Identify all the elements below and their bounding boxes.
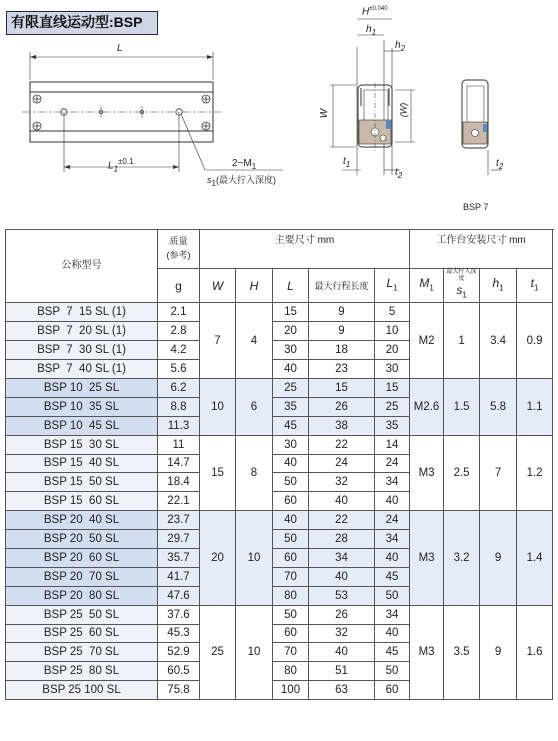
header-t1-part: t bbox=[530, 276, 534, 290]
cell-L: 60 bbox=[273, 624, 309, 643]
cell-s1: 3.5 bbox=[444, 605, 480, 699]
header-L1-part: L bbox=[386, 276, 394, 290]
header-t1 bbox=[517, 269, 553, 303]
model-text: BSP 7 40 SL bbox=[37, 363, 109, 375]
cell-stroke: 40 bbox=[309, 567, 375, 586]
cell-stroke: 38 bbox=[309, 416, 375, 435]
cell-L: 40 bbox=[273, 454, 309, 473]
cell-L1: 24 bbox=[375, 454, 410, 473]
header-mount-dims-text: 工作台安装尺寸 mm bbox=[436, 235, 526, 246]
cell-stroke: 53 bbox=[309, 586, 375, 605]
cell-model bbox=[6, 435, 158, 454]
dim-L1 bbox=[108, 157, 134, 173]
small-dim-t2-sub: 2 bbox=[498, 162, 504, 171]
cell-L: 80 bbox=[273, 662, 309, 681]
cell-mass: 11 bbox=[158, 435, 200, 454]
model-text: BSP 25 50 SL bbox=[43, 608, 120, 621]
header-mass-unit bbox=[158, 269, 200, 303]
model-text: BSP 25 100 SL bbox=[42, 684, 121, 697]
cell-s1: 1.5 bbox=[444, 378, 480, 435]
dim-L: L bbox=[117, 43, 123, 54]
cell-mass: 18.4 bbox=[158, 473, 200, 492]
model-text: BSP 7 15 SL bbox=[37, 306, 109, 319]
cell-mass: 8.8 bbox=[158, 397, 200, 416]
header-mass bbox=[158, 230, 200, 269]
cell-L1: 45 bbox=[375, 643, 410, 662]
cell-stroke: 9 bbox=[309, 303, 375, 322]
header-main-dims-text: 主要尺寸 mm bbox=[274, 235, 335, 246]
cell-H: 4 bbox=[236, 303, 273, 379]
header-M1 bbox=[410, 269, 444, 303]
section-title: 有限直线运动型:BSP bbox=[6, 11, 158, 35]
model-text: BSP 20 70 SL bbox=[43, 570, 120, 583]
cell-s1: 2.5 bbox=[444, 435, 480, 511]
cell-mass: 5.6 bbox=[158, 360, 200, 379]
model-note: (1) bbox=[111, 344, 126, 357]
cell-L1: 15 bbox=[375, 378, 410, 397]
cell-model bbox=[6, 586, 158, 605]
header-mass-unit-part: g bbox=[175, 278, 182, 293]
model-note: (1) bbox=[111, 306, 126, 319]
cell-M1: M2.6 bbox=[410, 378, 444, 435]
model-note: (1) bbox=[111, 363, 126, 375]
cell-L1: 24 bbox=[375, 511, 410, 530]
header-model-text: 公称型号 bbox=[61, 260, 102, 272]
dim-t1-sub: 1 bbox=[345, 160, 351, 169]
cell-stroke: 22 bbox=[309, 435, 375, 454]
header-mass-text: 质量 bbox=[169, 236, 188, 246]
cell-mass: 45.3 bbox=[158, 624, 200, 643]
cell-mass: 41.7 bbox=[158, 567, 200, 586]
header-max-stroke bbox=[309, 269, 375, 303]
cell-mass: 35.7 bbox=[158, 548, 200, 567]
cell-model bbox=[6, 378, 158, 397]
cell-h1: 5.8 bbox=[480, 378, 517, 435]
cell-W: 10 bbox=[200, 378, 236, 435]
cell-model bbox=[6, 681, 158, 700]
cell-model bbox=[6, 548, 158, 567]
header-s1 bbox=[444, 269, 480, 303]
dim-W-paren: (W) bbox=[398, 102, 409, 118]
model-text: BSP 15 30 SL bbox=[43, 438, 120, 451]
cell-model bbox=[6, 397, 158, 416]
cell-L: 20 bbox=[273, 322, 309, 341]
cell-mass: 22.1 bbox=[158, 492, 200, 511]
dim-L1-sub: 1 bbox=[113, 164, 119, 174]
header-mount-dims bbox=[410, 230, 553, 269]
cell-L: 40 bbox=[273, 511, 309, 530]
header-main-dims bbox=[200, 230, 410, 269]
spec-table-header bbox=[6, 230, 553, 303]
cell-mass: 29.7 bbox=[158, 530, 200, 549]
cell-M1: M3 bbox=[410, 605, 444, 699]
cell-model bbox=[6, 567, 158, 586]
header-t1-part: 1 bbox=[534, 283, 539, 293]
dim-h2-text: h bbox=[395, 40, 401, 51]
cell-s1: 1 bbox=[444, 303, 480, 379]
cell-model bbox=[6, 322, 158, 341]
cell-W: 15 bbox=[200, 435, 236, 511]
cell-stroke: 32 bbox=[309, 473, 375, 492]
cell-L: 80 bbox=[273, 586, 309, 605]
cell-model bbox=[6, 643, 158, 662]
dim-W: W bbox=[319, 108, 331, 119]
dim-H-tol: ±0.040 bbox=[369, 6, 388, 12]
header-s1-part: 最大拧入深度 bbox=[446, 269, 477, 282]
cell-mass: 14.7 bbox=[158, 454, 200, 473]
cell-L1: 25 bbox=[375, 397, 410, 416]
dim-h2-sub: 2 bbox=[400, 44, 406, 53]
cell-L1: 30 bbox=[375, 360, 410, 379]
cell-stroke: 26 bbox=[309, 397, 375, 416]
cell-L1: 14 bbox=[375, 435, 410, 454]
cell-s1: 3.2 bbox=[444, 511, 480, 605]
header-H bbox=[236, 269, 273, 303]
dim-t1-text: t bbox=[343, 156, 346, 167]
model-text: BSP 7 30 SL bbox=[37, 344, 109, 357]
cell-mass: 4.2 bbox=[158, 341, 200, 360]
cell-L1: 50 bbox=[375, 662, 410, 681]
header-L1 bbox=[375, 269, 410, 303]
cell-L1: 35 bbox=[375, 416, 410, 435]
cell-L: 50 bbox=[273, 473, 309, 492]
table-row bbox=[6, 378, 553, 397]
cell-model bbox=[6, 454, 158, 473]
cell-L: 100 bbox=[273, 681, 309, 700]
cell-h1: 9 bbox=[480, 605, 517, 699]
dim-h1-sub: 1 bbox=[371, 28, 377, 37]
header-L1-part: 1 bbox=[393, 283, 398, 293]
model-text: BSP 7 20 SL bbox=[37, 325, 109, 338]
cell-stroke: 63 bbox=[309, 681, 375, 700]
header-h1 bbox=[480, 269, 517, 303]
cell-h1: 9 bbox=[480, 511, 517, 605]
cell-model bbox=[6, 605, 158, 624]
model-text: BSP 20 50 SL bbox=[43, 533, 120, 546]
dim-M1-sub: 1 bbox=[251, 162, 257, 171]
cell-M1: M2 bbox=[410, 303, 444, 379]
model-text: BSP 10 35 SL bbox=[43, 400, 120, 413]
cell-L: 70 bbox=[273, 567, 309, 586]
header-mass-ref: (参考) bbox=[166, 250, 191, 260]
cell-stroke: 32 bbox=[309, 624, 375, 643]
dim-M1 bbox=[232, 158, 256, 171]
cell-mass: 11.3 bbox=[158, 416, 200, 435]
cell-stroke: 26 bbox=[309, 605, 375, 624]
small-dim-t2-text: t bbox=[496, 158, 499, 169]
cell-M1: M3 bbox=[410, 435, 444, 511]
table-row bbox=[6, 605, 553, 624]
cell-h1: 7 bbox=[480, 435, 517, 511]
header-max-stroke-part: 最大行程长度 bbox=[314, 281, 369, 292]
cell-L1: 34 bbox=[375, 530, 410, 549]
dim-L1-text: L bbox=[108, 160, 114, 172]
cell-stroke: 51 bbox=[309, 662, 375, 681]
dim-h1-text: h bbox=[366, 24, 372, 35]
cell-L: 60 bbox=[273, 548, 309, 567]
cell-H: 8 bbox=[236, 435, 273, 511]
dim-s1-text: s bbox=[207, 175, 212, 185]
cell-L1: 50 bbox=[375, 586, 410, 605]
cell-model bbox=[6, 511, 158, 530]
model-text: BSP 25 80 SL bbox=[43, 665, 120, 678]
cell-stroke: 22 bbox=[309, 511, 375, 530]
dim-s1-sub: 1 bbox=[211, 178, 216, 188]
table-row bbox=[6, 435, 553, 454]
dim-h2 bbox=[395, 40, 405, 53]
cell-L: 35 bbox=[273, 397, 309, 416]
cell-L: 30 bbox=[273, 341, 309, 360]
cell-L1: 40 bbox=[375, 548, 410, 567]
dim-s1-note: (最大拧入深度) bbox=[215, 175, 276, 185]
header-W-part: W bbox=[211, 278, 224, 293]
dim-h1 bbox=[366, 24, 376, 37]
cell-L1: 20 bbox=[375, 341, 410, 360]
header-model bbox=[6, 230, 158, 303]
model-text: BSP 20 60 SL bbox=[43, 551, 120, 564]
header-s1-part: 1 bbox=[462, 290, 467, 300]
cell-M1: M3 bbox=[410, 511, 444, 605]
model-text: BSP 20 40 SL bbox=[43, 514, 120, 527]
model-text: BSP 25 70 SL bbox=[43, 646, 120, 659]
cell-L1: 40 bbox=[375, 624, 410, 643]
cell-stroke: 23 bbox=[309, 360, 375, 379]
cell-stroke: 28 bbox=[309, 530, 375, 549]
cell-stroke: 24 bbox=[309, 454, 375, 473]
cell-L1: 34 bbox=[375, 605, 410, 624]
cell-L1: 60 bbox=[375, 681, 410, 700]
cell-stroke: 18 bbox=[309, 341, 375, 360]
table-row bbox=[6, 511, 553, 530]
cell-L: 50 bbox=[273, 605, 309, 624]
dim-t1 bbox=[343, 156, 350, 169]
model-text: BSP 15 50 SL bbox=[43, 476, 120, 489]
cell-stroke: 40 bbox=[309, 643, 375, 662]
table-row bbox=[6, 303, 553, 322]
dim-s1 bbox=[207, 173, 276, 188]
cell-mass: 37.6 bbox=[158, 605, 200, 624]
cell-model bbox=[6, 492, 158, 511]
cell-mass: 75.8 bbox=[158, 681, 200, 700]
cell-L1: 5 bbox=[375, 303, 410, 322]
cell-stroke: 40 bbox=[309, 492, 375, 511]
header-M1-part: M bbox=[419, 276, 430, 290]
cell-model bbox=[6, 530, 158, 549]
header-H-part: H bbox=[249, 278, 259, 293]
technical-drawing bbox=[0, 0, 558, 229]
cell-L1: 45 bbox=[375, 567, 410, 586]
cell-H: 10 bbox=[236, 511, 273, 605]
cell-L1: 34 bbox=[375, 473, 410, 492]
header-h1-part: 1 bbox=[499, 283, 504, 293]
cell-stroke: 34 bbox=[309, 548, 375, 567]
cell-L: 45 bbox=[273, 416, 309, 435]
cell-mass: 2.1 bbox=[158, 303, 200, 322]
cell-t1: 1.6 bbox=[517, 605, 553, 699]
model-text: BSP 20 80 SL bbox=[43, 589, 120, 602]
dim-t2 bbox=[395, 167, 402, 180]
cell-model bbox=[6, 662, 158, 681]
model-text: BSP 10 45 SL bbox=[43, 419, 120, 432]
cell-t1: 1.1 bbox=[517, 378, 553, 435]
dim-H-text: H bbox=[362, 6, 370, 18]
caption-bsp7: BSP 7 bbox=[463, 202, 489, 212]
cell-model bbox=[6, 360, 158, 379]
header-M1-part: 1 bbox=[429, 283, 434, 293]
header-s1-part: s bbox=[456, 283, 463, 297]
cell-model bbox=[6, 473, 158, 492]
cell-H: 10 bbox=[236, 605, 273, 699]
model-note: (1) bbox=[111, 325, 126, 338]
header-h1-part: h bbox=[492, 276, 500, 290]
cell-W: 7 bbox=[200, 303, 236, 379]
cell-L1: 10 bbox=[375, 322, 410, 341]
cell-L: 50 bbox=[273, 530, 309, 549]
spec-table-body bbox=[6, 303, 553, 700]
cell-t1: 1.2 bbox=[517, 435, 553, 511]
model-text: BSP 15 60 SL bbox=[43, 495, 120, 508]
cell-mass: 6.2 bbox=[158, 378, 200, 397]
cell-model bbox=[6, 416, 158, 435]
cell-W: 25 bbox=[200, 605, 236, 699]
cell-L: 70 bbox=[273, 643, 309, 662]
header-L bbox=[273, 269, 309, 303]
spec-table bbox=[5, 229, 553, 700]
header-W bbox=[200, 269, 236, 303]
cell-mass: 52.9 bbox=[158, 643, 200, 662]
cell-L: 40 bbox=[273, 360, 309, 379]
dim-L1-tol: ±0.1 bbox=[118, 157, 134, 166]
cell-t1: 1.4 bbox=[517, 511, 553, 605]
cell-W: 20 bbox=[200, 511, 236, 605]
header-L-part: L bbox=[287, 278, 294, 293]
cell-model bbox=[6, 303, 158, 322]
cell-t1: 0.9 bbox=[517, 303, 553, 379]
small-dim-t2 bbox=[496, 158, 503, 171]
model-text: BSP 15 40 SL bbox=[43, 457, 120, 470]
cell-mass: 60.5 bbox=[158, 662, 200, 681]
cell-mass: 47.6 bbox=[158, 586, 200, 605]
dim-M1-text: 2−M bbox=[232, 158, 252, 169]
dim-t2-sub: 2 bbox=[397, 171, 403, 180]
cell-L: 30 bbox=[273, 435, 309, 454]
model-text: BSP 10 25 SL bbox=[43, 381, 120, 394]
cell-L: 25 bbox=[273, 378, 309, 397]
cell-mass: 23.7 bbox=[158, 511, 200, 530]
dim-H bbox=[362, 6, 388, 17]
cell-stroke: 9 bbox=[309, 322, 375, 341]
cell-L1: 40 bbox=[375, 492, 410, 511]
cell-L: 15 bbox=[273, 303, 309, 322]
cell-model bbox=[6, 624, 158, 643]
cell-stroke: 15 bbox=[309, 378, 375, 397]
cell-H: 6 bbox=[236, 378, 273, 435]
cell-L: 60 bbox=[273, 492, 309, 511]
model-text: BSP 25 60 SL bbox=[43, 627, 120, 640]
cell-mass: 2.8 bbox=[158, 322, 200, 341]
dim-t2-text: t bbox=[395, 167, 398, 178]
cell-model bbox=[6, 341, 158, 360]
cell-h1: 3.4 bbox=[480, 303, 517, 379]
